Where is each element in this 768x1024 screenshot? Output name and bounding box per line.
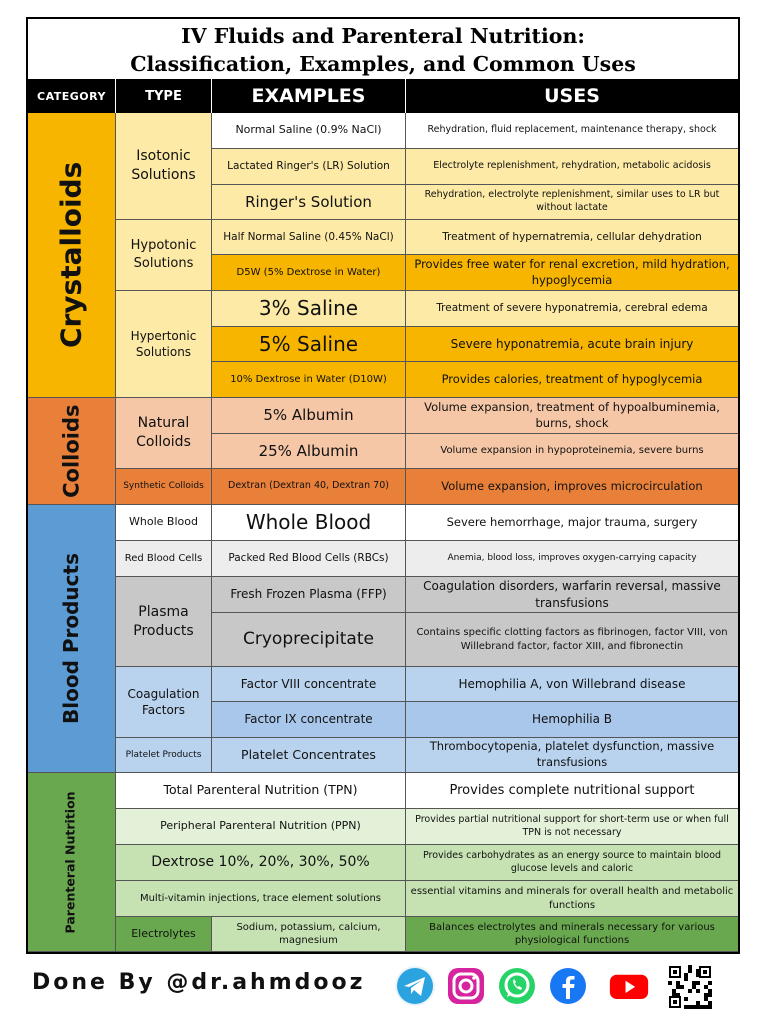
example-cell: 25% Albumin <box>212 434 406 469</box>
header-uses: USES <box>406 79 738 113</box>
use-cell: Hemophilia A, von Willebrand disease <box>406 667 738 702</box>
example-cell: Total Parenteral Nutrition (TPN) <box>116 773 406 809</box>
use-cell: Treatment of hypernatremia, cellular dehydration <box>406 220 738 255</box>
example-cell: 5% Albumin <box>212 398 406 434</box>
use-cell: Coagulation disorders, warfarin reversal, massive transfusions <box>406 577 738 613</box>
whatsapp-icon[interactable] <box>497 966 537 1006</box>
use-cell: Severe hemorrhage, major trauma, surgery <box>406 505 738 541</box>
example-cell: Factor IX concentrate <box>212 702 406 738</box>
use-cell: Provides carbohydrates as an energy source to maintain blood glucose levels and caloric <box>406 845 738 881</box>
type-synthetic-colloids: Synthetic Colloids <box>116 469 212 505</box>
use-cell: Anemia, blood loss, improves oxygen-carrying capacity <box>406 541 738 577</box>
use-cell: Volume expansion, treatment of hypoalbuminemia, burns, shock <box>406 398 738 434</box>
infographic-sheet <box>26 17 740 954</box>
header-examples: EXAMPLES <box>212 79 406 113</box>
category-blood-products: Blood Products <box>28 505 116 773</box>
use-cell: Provides complete nutritional support <box>406 773 738 809</box>
type-isotonic: Isotonic Solutions <box>116 113 212 220</box>
header-category: CATEGORY <box>28 79 116 113</box>
example-cell: 10% Dextrose in Water (D10W) <box>212 362 406 398</box>
type-hypotonic: Hypotonic Solutions <box>116 220 212 291</box>
example-cell: Lactated Ringer's (LR) Solution <box>212 149 406 185</box>
example-cell: Peripheral Parenteral Nutrition (PPN) <box>116 809 406 845</box>
type-natural-colloids: Natural Colloids <box>116 398 212 469</box>
type-whole-blood: Whole Blood <box>116 505 212 541</box>
use-cell: Treatment of severe hyponatremia, cerebral edema <box>406 291 738 327</box>
use-cell: Balances electrolytes and minerals necessary for various physiological functions <box>406 917 738 952</box>
example-cell: Packed Red Blood Cells (RBCs) <box>212 541 406 577</box>
example-cell: Multi-vitamin injections, trace element solutions <box>116 881 406 917</box>
example-cell: Cryoprecipitate <box>212 613 406 667</box>
example-cell: Dextran (Dextran 40, Dextran 70) <box>212 469 406 505</box>
facebook-icon[interactable] <box>548 966 588 1006</box>
category-colloids: Colloids <box>28 398 116 505</box>
title-line-1: IV Fluids and Parenteral Nutrition: <box>181 24 585 48</box>
example-cell: D5W (5% Dextrose in Water) <box>212 255 406 291</box>
use-cell: essential vitamins and minerals for overall health and metabolic functions <box>406 881 738 917</box>
title-line-2: Classification, Examples, and Common Uses <box>130 52 636 76</box>
example-cell: Whole Blood <box>212 505 406 541</box>
example-cell: Factor VIII concentrate <box>212 667 406 702</box>
use-cell: Rehydration, fluid replacement, maintenance therapy, shock <box>406 113 738 149</box>
example-cell: Half Normal Saline (0.45% NaCl) <box>212 220 406 255</box>
example-cell: Platelet Concentrates <box>212 738 406 773</box>
use-cell: Volume expansion, improves microcirculation <box>406 469 738 505</box>
use-cell: Hemophilia B <box>406 702 738 738</box>
use-cell: Provides free water for renal excretion, mild hydration, hypoglycemia <box>406 255 738 291</box>
header-type: TYPE <box>116 79 212 113</box>
credit-text: Done By @dr.ahmdooz <box>32 970 366 995</box>
example-cell: Sodium, potassium, calcium, magnesium <box>212 917 406 952</box>
use-cell: Electrolyte replenishment, rehydration, metabolic acidosis <box>406 149 738 185</box>
type-plasma-products: Plasma Products <box>116 577 212 667</box>
example-cell: 5% Saline <box>212 327 406 362</box>
type-red-blood-cells: Red Blood Cells <box>116 541 212 577</box>
qr-code-icon[interactable] <box>668 965 712 1009</box>
category-crystalloids: Crystalloids <box>28 113 116 398</box>
example-cell: Dextrose 10%, 20%, 30%, 50% <box>116 845 406 881</box>
example-cell: Fresh Frozen Plasma (FFP) <box>212 577 406 613</box>
example-cell: Ringer's Solution <box>212 185 406 220</box>
use-cell: Severe hyponatremia, acute brain injury <box>406 327 738 362</box>
use-cell: Contains specific clotting factors as fibrinogen, factor VIII, von Willebrand factor, factor XIII, and fibronectin <box>406 613 738 667</box>
type-coagulation-factors: Coagulation Factors <box>116 667 212 738</box>
use-cell: Rehydration, electrolyte replenishment, similar uses to LR but without lactate <box>406 185 738 220</box>
instagram-icon[interactable] <box>446 966 486 1006</box>
example-cell: Normal Saline (0.9% NaCl) <box>212 113 406 149</box>
use-cell: Thrombocytopenia, platelet dysfunction, massive transfusions <box>406 738 738 773</box>
example-cell: 3% Saline <box>212 291 406 327</box>
use-cell: Volume expansion in hypoproteinemia, severe burns <box>406 434 738 469</box>
type-hypertonic: Hypertonic Solutions <box>116 291 212 398</box>
telegram-icon[interactable] <box>395 966 435 1006</box>
type-platelet-products: Platelet Products <box>116 738 212 773</box>
use-cell: Provides partial nutritional support for short-term use or when full TPN is not necessary <box>406 809 738 845</box>
youtube-icon[interactable] <box>609 966 649 1006</box>
type-electrolytes: Electrolytes <box>116 917 212 952</box>
page-title <box>28 19 738 79</box>
category-parenteral-nutrition: Parenteral Nutrition <box>28 773 116 952</box>
use-cell: Provides calories, treatment of hypoglycemia <box>406 362 738 398</box>
